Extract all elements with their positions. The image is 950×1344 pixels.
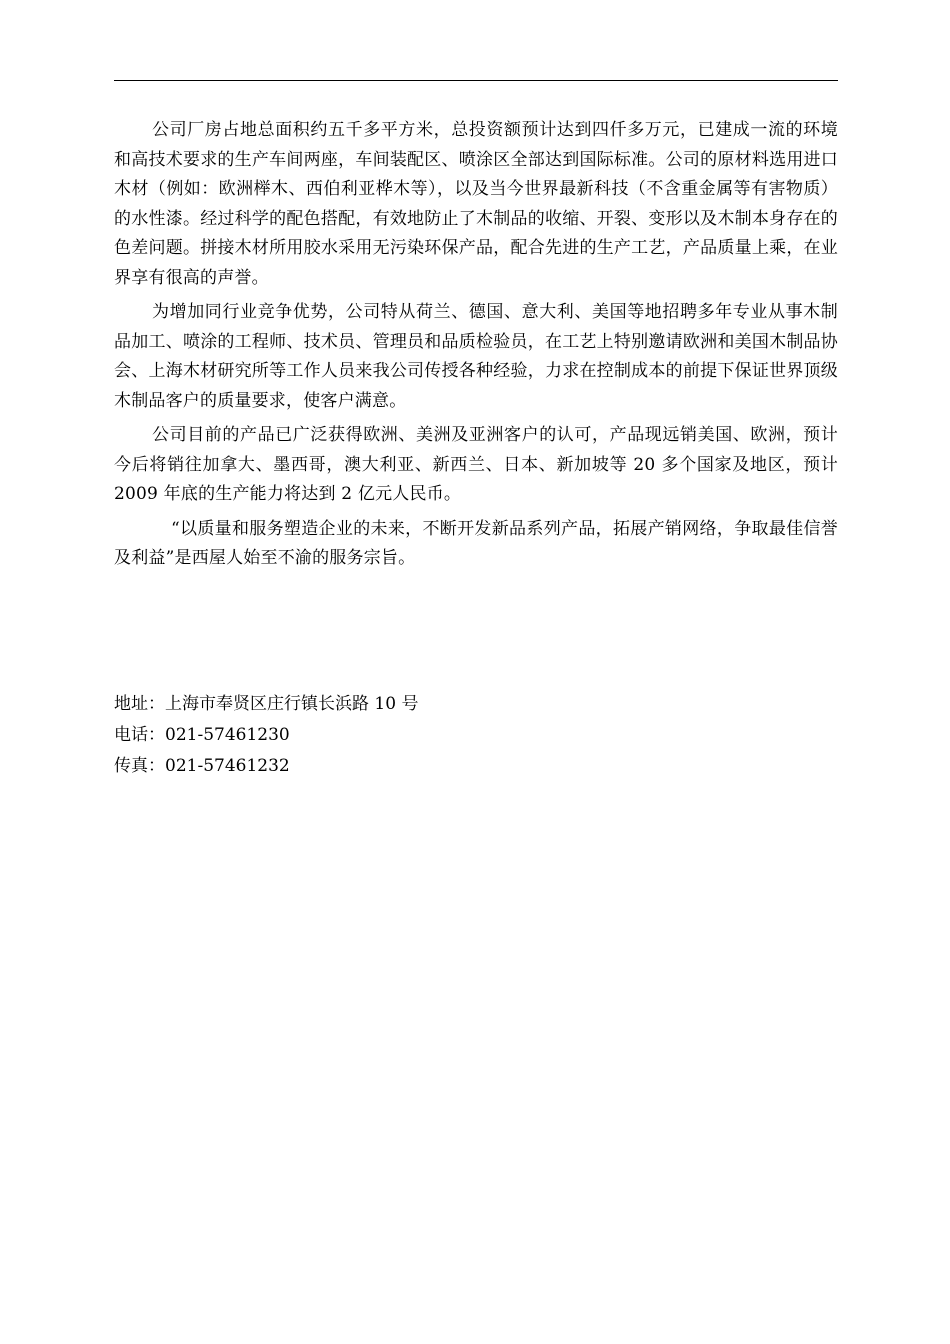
contact-address: 地址：上海市奉贤区庄行镇长浜路 10 号: [114, 694, 419, 714]
contact-block: [114, 689, 838, 782]
paragraph-staff: 为增加同行业竞争优势，公司特从荷兰、德国、意大利、美国等地招聘多年专业从事木制品加工、喷涂的工程师、技术员、管理员和品质检验员，在工艺上特别邀请欧洲和美国木制品协会、上海木材研究所等工作人员来我公司传授各种经验，力求在控制成本的前提下保证世界顶级木制品客户的质量要求，使客户满意。: [114, 302, 838, 411]
contact-phone: 电话：021-57461230: [114, 725, 290, 745]
paragraph-facility: 公司厂房占地总面积约五千多平方米，总投资额预计达到四仟多万元，已建成一流的环境和高技术要求的生产车间两座，车间装配区、喷涂区全部达到国际标准。公司的原材料选用进口木材（例如：欧洲榉木、西伯利亚桦木等），以及当今世界最新科技（不含重金属等有害物质）的水性漆。经过科学的配色搭配，有效地防止了木制品的收缩、开裂、变形以及木制本身存在的色差问题。拼接木材所用胶水采用无污染环保产品，配合先进的生产工艺，产品质量上乘，在业界享有很高的声誉。: [114, 120, 838, 288]
paragraph-mission: “以质量和服务塑造企业的未来，不断开发新品系列产品，拓展产销网络，争取最佳信誉及利益”是西屋人始至不渝的服务宗旨。: [114, 518, 838, 568]
header-rule: [114, 80, 838, 81]
body-text: [114, 116, 838, 579]
paragraph-market: 公司目前的产品已广泛获得欧洲、美洲及亚洲客户的认可，产品现远销美国、欧洲，预计今后将销往加拿大、墨西哥，澳大利亚、新西兰、日本、新加坡等 20 多个国家及地区，预计 2009 年底的生产能力将达到 2 亿元人民币。: [114, 425, 838, 504]
contact-fax: 传真：021-57461232: [114, 756, 290, 776]
